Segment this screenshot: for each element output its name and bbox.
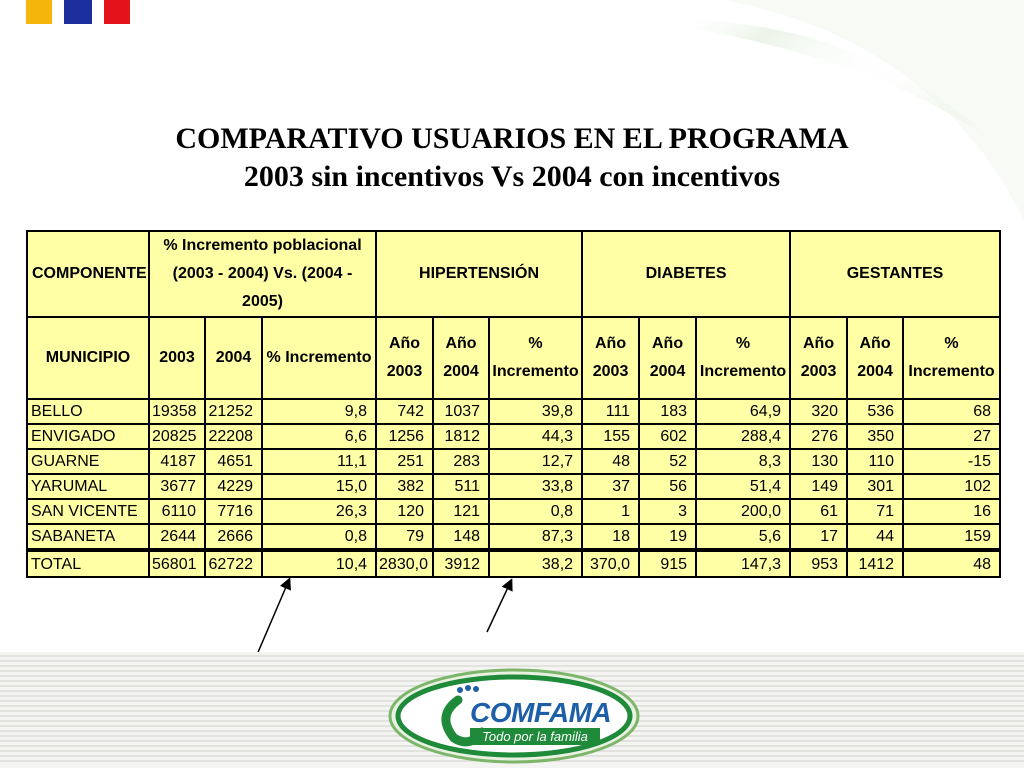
arrow-hta-total (487, 581, 511, 632)
title-line-2: 2003 sin incentivos Vs 2004 con incentivos (243, 160, 781, 193)
cell-pop-2004: 22208 (205, 424, 262, 449)
cell-ges-2004: 44 (847, 524, 903, 550)
header-hta-incremento (489, 317, 582, 399)
flag-blue-block (64, 0, 92, 24)
arrow-pop-total (256, 580, 289, 657)
cell-pop-incremento: 9,8 (262, 399, 376, 424)
table-row (27, 474, 1000, 499)
cell-dia-incremento: 5,6 (696, 524, 790, 550)
cell-municipio: ENVIGADO (27, 424, 149, 449)
table-row (27, 399, 1000, 424)
header-hta-inc: Incremento (492, 363, 579, 380)
header-hta-2003-ano: Año (388, 335, 421, 352)
header-pop-incremento: % Incremento (262, 317, 376, 399)
cell-pop-2003: 56801 (149, 550, 205, 577)
header-dia-2003-year: 2003 (592, 363, 629, 380)
header-dia-2003-ano: Año (594, 335, 627, 352)
table-row (27, 524, 1000, 550)
cell-pop-2003: 19358 (149, 399, 205, 424)
cell-hta-2004: 1037 (433, 399, 489, 424)
cell-hta-2004: 511 (433, 474, 489, 499)
header-ges-2003-ano: Año (802, 335, 835, 352)
cell-ges-2004: 71 (847, 499, 903, 524)
cell-dia-2003: 155 (582, 424, 639, 449)
cell-pop-incremento: 11,1 (262, 449, 376, 474)
cell-hta-2003: 1256 (376, 424, 433, 449)
cell-pop-2004: 21252 (205, 399, 262, 424)
table-body (27, 399, 1000, 577)
header-incremento-poblacional (149, 231, 376, 317)
header-hta-2003 (376, 317, 433, 399)
cell-dia-2004: 3 (639, 499, 696, 524)
cell-ges-incremento: 48 (903, 550, 1000, 577)
header-dia-2004 (639, 317, 696, 399)
cell-municipio: BELLO (27, 399, 149, 424)
header-ges-2003 (790, 317, 847, 399)
header-dia-pct: % (735, 335, 751, 352)
cell-dia-incremento: 288,4 (696, 424, 790, 449)
header-ges-pct: % (944, 335, 959, 352)
header-diabetes: DIABETES (582, 231, 790, 317)
cell-dia-2004: 183 (639, 399, 696, 424)
header-hta-pct: % (528, 335, 543, 352)
cell-hta-2004: 121 (433, 499, 489, 524)
flag-red-block (104, 0, 130, 24)
cell-hta-incremento: 12,7 (489, 449, 582, 474)
title-line-1: COMPARATIVO USUARIOS EN EL PROGRAMA (175, 122, 849, 155)
cell-hta-incremento: 39,8 (489, 399, 582, 424)
cell-dia-2004: 56 (639, 474, 696, 499)
cell-municipio: SABANETA (27, 524, 149, 550)
cell-dia-incremento: 200,0 (696, 499, 790, 524)
header-componente: COMPONENTE (27, 231, 149, 317)
cell-pop-2003: 2644 (149, 524, 205, 550)
cell-ges-incremento: 159 (903, 524, 1000, 550)
table-row (27, 424, 1000, 449)
header-dia-incremento (696, 317, 790, 399)
cell-pop-2004: 4229 (205, 474, 262, 499)
header-incremento-line-1: % Incremento poblacional (163, 237, 362, 254)
table-total-row (27, 550, 1000, 577)
cell-ges-2003: 61 (790, 499, 847, 524)
cell-hta-2003: 382 (376, 474, 433, 499)
header-dia-inc: Incremento (699, 363, 787, 380)
cell-dia-2003: 37 (582, 474, 639, 499)
cell-pop-2004: 7716 (205, 499, 262, 524)
cell-ges-incremento: -15 (903, 449, 1000, 474)
cell-ges-2003: 149 (790, 474, 847, 499)
header-hta-2004-year: 2004 (443, 363, 479, 380)
cell-hta-2004: 1812 (433, 424, 489, 449)
cell-ges-incremento: 27 (903, 424, 1000, 449)
cell-ges-2004: 350 (847, 424, 903, 449)
cell-ges-2004: 301 (847, 474, 903, 499)
cell-ges-2003: 276 (790, 424, 847, 449)
header-hipertension: HIPERTENSIÓN (376, 231, 582, 317)
cell-pop-2004: 2666 (205, 524, 262, 550)
cell-dia-2004: 602 (639, 424, 696, 449)
cell-hta-2004: 3912 (433, 550, 489, 577)
cell-hta-incremento: 87,3 (489, 524, 582, 550)
table-row (27, 449, 1000, 474)
logo-tagline: Todo por la familia (470, 728, 600, 745)
header-dia-2004-year: 2004 (649, 363, 686, 380)
cell-dia-2003: 48 (582, 449, 639, 474)
cell-ges-2003: 953 (790, 550, 847, 577)
cell-ges-2004: 110 (847, 449, 903, 474)
cell-dia-2003: 18 (582, 524, 639, 550)
header-ges-2004-ano: Año (859, 335, 891, 352)
cell-hta-2003: 251 (376, 449, 433, 474)
cell-municipio: YARUMAL (27, 474, 149, 499)
header-hta-2004-ano: Año (445, 335, 477, 352)
header-row-columns (27, 317, 1000, 399)
cell-ges-2003: 130 (790, 449, 847, 474)
cell-dia-2003: 111 (582, 399, 639, 424)
cell-dia-incremento: 147,3 (696, 550, 790, 577)
header-row-groups (27, 231, 1000, 317)
header-ges-2003-year: 2003 (800, 363, 837, 380)
cell-hta-2003: 120 (376, 499, 433, 524)
cell-hta-incremento: 33,8 (489, 474, 582, 499)
cell-pop-2003: 3677 (149, 474, 205, 499)
cell-hta-2003: 2830,0 (376, 550, 433, 577)
cell-municipio: TOTAL (27, 550, 149, 577)
comparison-table (26, 230, 1001, 578)
cell-municipio: GUARNE (27, 449, 149, 474)
header-ges-inc: Incremento (908, 363, 995, 380)
cell-ges-incremento: 16 (903, 499, 1000, 524)
cell-hta-incremento: 44,3 (489, 424, 582, 449)
cell-pop-incremento: 6,6 (262, 424, 376, 449)
cell-pop-2003: 6110 (149, 499, 205, 524)
page-title (0, 120, 1024, 196)
cell-pop-incremento: 15,0 (262, 474, 376, 499)
cell-hta-incremento: 0,8 (489, 499, 582, 524)
cell-pop-2004: 4651 (205, 449, 262, 474)
cell-dia-2004: 52 (639, 449, 696, 474)
cell-ges-2003: 17 (790, 524, 847, 550)
cell-dia-incremento: 8,3 (696, 449, 790, 474)
cell-pop-incremento: 0,8 (262, 524, 376, 550)
cell-hta-2003: 79 (376, 524, 433, 550)
cell-municipio: SAN VICENTE (27, 499, 149, 524)
header-ges-2004-year: 2004 (857, 363, 893, 380)
cell-pop-2003: 4187 (149, 449, 205, 474)
cell-hta-2004: 283 (433, 449, 489, 474)
cell-dia-2004: 915 (639, 550, 696, 577)
header-pop-2004: 2004 (205, 317, 262, 399)
cell-ges-2004: 1412 (847, 550, 903, 577)
header-municipio: MUNICIPIO (27, 317, 149, 399)
cell-hta-incremento: 38,2 (489, 550, 582, 577)
cell-dia-2003: 370,0 (582, 550, 639, 577)
header-incremento-line-2: (2003 - 2004) Vs. (2004 - 2005) (172, 265, 353, 310)
cell-dia-2004: 19 (639, 524, 696, 550)
cell-ges-incremento: 68 (903, 399, 1000, 424)
header-hta-2004 (433, 317, 489, 399)
table-row (27, 499, 1000, 524)
header-ges-2004 (847, 317, 903, 399)
header-dia-2004-ano: Año (651, 335, 684, 352)
flag-yellow-block (26, 0, 52, 24)
cell-ges-incremento: 102 (903, 474, 1000, 499)
cell-pop-incremento: 26,3 (262, 499, 376, 524)
cell-dia-incremento: 64,9 (696, 399, 790, 424)
cell-dia-2003: 1 (582, 499, 639, 524)
header-gestantes: GESTANTES (790, 231, 1000, 317)
cell-ges-2003: 320 (790, 399, 847, 424)
header-hta-2003-year: 2003 (386, 363, 423, 380)
logo-name: COMFAMA (470, 697, 612, 728)
cell-pop-2004: 62722 (205, 550, 262, 577)
header-pop-2003: 2003 (149, 317, 205, 399)
cell-hta-2004: 148 (433, 524, 489, 550)
header-dia-2003 (582, 317, 639, 399)
cell-hta-2003: 742 (376, 399, 433, 424)
cell-pop-2003: 20825 (149, 424, 205, 449)
cell-pop-incremento: 10,4 (262, 550, 376, 577)
cell-ges-2004: 536 (847, 399, 903, 424)
header-ges-incremento (903, 317, 1000, 399)
cell-dia-incremento: 51,4 (696, 474, 790, 499)
